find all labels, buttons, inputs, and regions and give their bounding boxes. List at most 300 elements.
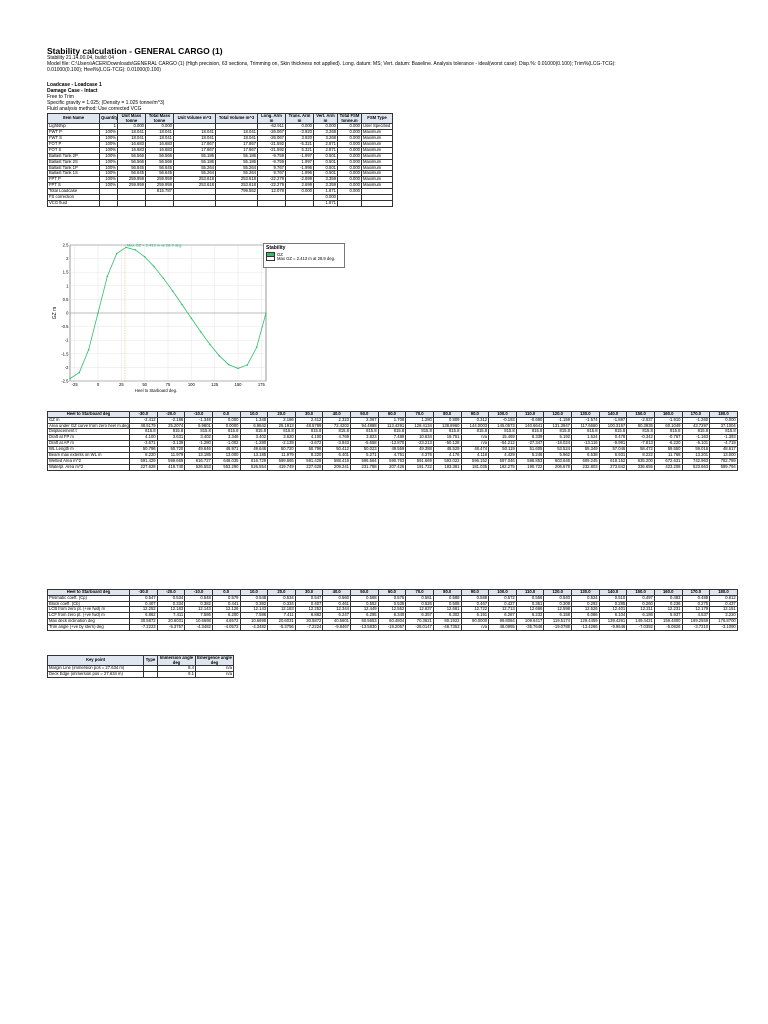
table-cell: 57.046	[599, 447, 627, 453]
table-cell: 182.275	[489, 464, 517, 470]
table-cell: 815.8	[682, 429, 710, 435]
gz-point	[247, 364, 249, 366]
heel-col-header: 130.0	[572, 412, 600, 418]
table-cell: 207.426	[378, 464, 406, 470]
table-cell: 48.529	[433, 447, 461, 453]
loadcase-cell: FS correction	[48, 195, 100, 201]
table-cell: 593.022	[433, 458, 461, 464]
keypoint-col-header: Emergence angle deg	[197, 655, 232, 665]
y-tick-label: 0.5	[62, 296, 69, 302]
table-cell: 742.963	[682, 458, 710, 464]
loadcase-cell: Maximum	[362, 141, 393, 147]
table-cell: 616.727	[185, 458, 213, 464]
table-cell: 4.100	[295, 435, 323, 441]
table-cell: 20.6031	[157, 619, 185, 625]
damage-case: Damage Case - Intact	[47, 88, 98, 94]
table-cell: -0.342	[627, 435, 655, 441]
table-cell: 12.552	[378, 607, 406, 613]
loadcase-cell: Maximum	[362, 130, 393, 136]
table-cell: -5.658	[351, 441, 379, 447]
gz-point	[209, 344, 211, 346]
table-cell: 0.612	[710, 595, 738, 601]
loadcase-cell	[100, 200, 118, 206]
table-cell: 176.8700	[710, 619, 738, 625]
keypoint-cell: 9.1	[158, 672, 196, 678]
table-cell: 3.402	[185, 435, 213, 441]
loadcase-cell: 0.000	[146, 124, 174, 130]
table-cell: 3.220	[710, 613, 738, 619]
heel-col-header: 20.0	[268, 590, 296, 596]
table-cell: 113.4291	[378, 423, 406, 429]
heel-col-header: -30.0	[130, 412, 158, 418]
table-cell: 0.560	[323, 595, 351, 601]
table-cell: 0.497	[627, 595, 655, 601]
loadcase-cell: 16.683	[118, 147, 146, 153]
loadcase-cell: 100%	[100, 141, 118, 147]
table-cell: 0.548	[240, 595, 268, 601]
loadcase-cell: 0.000	[286, 189, 314, 195]
table-cell: 603.646	[544, 458, 572, 464]
loadcase-col-header: Long. Arm m	[258, 114, 286, 124]
table-cell: 0.534	[157, 595, 185, 601]
table-cell: 419.740	[157, 464, 185, 470]
table-cell: 599.669	[157, 458, 185, 464]
gz-point	[153, 266, 155, 268]
table-cell: 46.971	[212, 447, 240, 453]
table-cell: 0.572	[489, 595, 517, 601]
heel-col-header: 170.0	[682, 412, 710, 418]
table-cell: 11.979	[268, 453, 296, 459]
loadcase-cell: FPT P	[48, 177, 100, 183]
gz-chart	[52, 240, 272, 405]
table-cell: -1.348	[185, 417, 213, 423]
table-cell: -1.280	[240, 441, 268, 447]
loadcase-cell: 55.186	[216, 159, 258, 165]
loadcase-cell: 18.041	[146, 130, 174, 136]
table-cell: 0.334	[268, 601, 296, 607]
table-cell: 119.5174	[544, 619, 572, 625]
heel-col-header: 10.0	[240, 412, 268, 418]
table-cell: -6.220	[654, 441, 682, 447]
loadcase-cell: 2.871	[314, 147, 338, 153]
table-cell: 591.429	[130, 458, 158, 464]
loadcase-cell: 0.501	[314, 153, 338, 159]
loadcase-col-header: Trans. Arm m	[286, 114, 314, 124]
table-cell: 50.119	[489, 447, 517, 453]
loadcase-cell: 18.041	[174, 136, 216, 142]
x-tick-label: 175	[257, 382, 265, 387]
loadcase-cell: -22.279	[258, 183, 286, 189]
table-cell: 80.3935	[627, 423, 655, 429]
heel-col-header: 170.0	[682, 590, 710, 596]
loadcase-cell: 3.920	[286, 136, 314, 142]
gz-point	[163, 277, 165, 279]
table-cell: 815.8	[185, 429, 213, 435]
table-cell: 4.6572	[212, 619, 240, 625]
table-cell: 12.151	[710, 607, 738, 613]
table-cell: 6.862	[295, 613, 323, 619]
loadcase-cell: 0.000	[338, 130, 362, 136]
table-cell: 145.0573	[489, 423, 517, 429]
loadcase-cell: -21.592	[258, 147, 286, 153]
table-cell: -3.671	[130, 441, 158, 447]
table-cell: 7.411	[268, 613, 296, 619]
table-cell: 12.231	[654, 607, 682, 613]
table-cell: 55.349	[572, 447, 600, 453]
table-cell: -5.3756	[268, 625, 296, 631]
table-cell: -9.9646	[599, 625, 627, 631]
table-cell: 12.713	[489, 607, 517, 613]
gz-point	[116, 253, 118, 255]
loadcase-cell: 55.264	[216, 171, 258, 177]
table-cell: 12.126	[212, 607, 240, 613]
table-cell: 6.158	[544, 613, 572, 619]
table-cell: 815.8	[240, 429, 268, 435]
table-cell: 0.000	[212, 417, 240, 423]
gz-point	[97, 312, 99, 314]
table-cell: 59.550	[654, 447, 682, 453]
legend-title: Stability	[266, 245, 286, 251]
loadcase-cell: Maximum	[362, 147, 393, 153]
table-cell: 48.617	[710, 447, 738, 453]
table-cell: 10.634	[406, 435, 434, 441]
table-cell: 12.179	[682, 607, 710, 613]
table-cell: 7.586	[240, 613, 268, 619]
loadcase-col-header: Total Mass tonne	[146, 114, 174, 124]
table-cell: 190.722	[516, 464, 544, 470]
gz-point	[200, 331, 202, 333]
y-tick-label: 1	[66, 283, 69, 289]
y-tick-label: -1	[64, 337, 69, 343]
table-cell: -1.910	[654, 417, 682, 423]
table-cell: 0.292	[572, 601, 600, 607]
table-cell: 0.809	[433, 417, 461, 423]
loadcase-cell: Maximum	[362, 177, 393, 183]
table-cell: 117.6660	[572, 423, 600, 429]
table-cell: 6.186	[627, 613, 655, 619]
chart-legend	[263, 243, 345, 268]
table-cell: 13.000	[212, 453, 240, 459]
table-cell: 0.547	[130, 595, 158, 601]
legend-swatch-max	[266, 256, 275, 261]
table-cell: 12.526	[572, 607, 600, 613]
table-cell: -50.128	[433, 441, 461, 447]
table-cell: -13.870	[378, 441, 406, 447]
table-cell: 6.295	[351, 613, 379, 619]
table-cell: 227.628	[130, 464, 158, 470]
table-cell: 8.220	[295, 453, 323, 459]
loadcase-cell	[286, 200, 314, 206]
table-cell: -9.8467	[323, 625, 351, 631]
table-cell: 6.357	[406, 613, 434, 619]
loadcase-cell: 18.041	[216, 130, 258, 136]
table-cell: 596.564	[351, 458, 379, 464]
row-label: WL Length m	[48, 447, 130, 453]
loadcase-cell: Ballast Tank 2P	[48, 153, 100, 159]
table-cell: 232.803	[572, 464, 600, 470]
table-cell: 815.8	[406, 429, 434, 435]
heel-col-header: 10.0	[240, 590, 268, 596]
loadcase-cell: 56.566	[118, 159, 146, 165]
loadcase-cell: 100%	[100, 130, 118, 136]
table-cell: 6.9801	[185, 423, 213, 429]
table-cell: 6.538	[572, 453, 600, 459]
table-cell: -1.163	[682, 435, 710, 441]
loadcase-cell: 259.959	[146, 183, 174, 189]
table-cell: 50.796	[130, 447, 158, 453]
x-tick-label: -25	[71, 382, 78, 387]
loadcase-cell: 55.186	[216, 153, 258, 159]
table-cell: 13.185	[185, 453, 213, 459]
table-cell: -13.4266	[572, 625, 600, 631]
table-cell: 231.788	[351, 464, 379, 470]
table-cell: -1.393	[710, 435, 738, 441]
loadcase-cell: Maximum	[362, 153, 393, 159]
max-gz-annotation: Max GZ = 2.413 m at 28.9 deg.	[126, 242, 183, 248]
keypoint-cell: n/a	[196, 672, 234, 678]
specific-gravity: Specific gravity = 1.025; (Density = 1.025 tonne/m^3)	[47, 100, 165, 106]
heel-col-header: 140.0	[599, 412, 627, 418]
loadcase-cell: 16.683	[146, 141, 174, 147]
loadcase-cell: 0.000	[338, 189, 362, 195]
heel-col-header: 90.0	[461, 412, 489, 418]
table-cell: -27.347	[516, 441, 544, 447]
gz-point	[144, 256, 146, 258]
loadcase-cell: 259.959	[118, 177, 146, 183]
table-cell: 0.588	[433, 595, 461, 601]
gz-point	[256, 346, 258, 348]
table-cell: 815.8	[378, 429, 406, 435]
table-cell: 183.381	[433, 464, 461, 470]
table-cell: -2.037	[627, 417, 655, 423]
loadcase-cell: Maximum	[362, 183, 393, 189]
table-cell: 6.931	[599, 453, 627, 459]
table-cell: 19.751	[433, 435, 461, 441]
table-cell: 0.483	[654, 595, 682, 601]
heel-col-header: 100.0	[489, 412, 517, 418]
table-cell: 48.474	[461, 447, 489, 453]
table-cell: 2.323	[323, 417, 351, 423]
loadcase-cell: FPT S	[48, 183, 100, 189]
table-cell: 109.6417	[516, 619, 544, 625]
table-cell: -7.0392	[627, 625, 655, 631]
table-cell: -13.5830	[351, 625, 379, 631]
loadcase-cell: 18.041	[174, 130, 216, 136]
loadcase-col-header: Quantity	[100, 114, 118, 124]
keypoint-cell: Deck Edge (immersion pos = 27.634 m)	[48, 672, 144, 678]
table-cell: 815.8	[516, 429, 544, 435]
table-cell: 13.000	[710, 453, 738, 459]
loadcase-cell: Ballast Tank 1S	[48, 171, 100, 177]
table-cell: -28.0147	[406, 625, 434, 631]
loadcase-cell: 100%	[100, 165, 118, 171]
table-cell: 20.6031	[268, 619, 296, 625]
loadcase-cell: Total Loadcase	[48, 189, 100, 195]
table-cell: 37.1004	[710, 423, 738, 429]
heel-col-header: 20.0	[268, 412, 296, 418]
table-cell: -23.213	[406, 441, 434, 447]
table-cell: 590.763	[378, 458, 406, 464]
table-cell: 0.441	[212, 601, 240, 607]
table-cell: 6.232	[516, 613, 544, 619]
table-cell: 58.472	[627, 447, 655, 453]
table-cell: 5.192	[544, 435, 572, 441]
table-cell: 0.568	[351, 595, 379, 601]
loadcase-cell: 18.041	[118, 136, 146, 142]
table-cell: -35.7646	[516, 625, 544, 631]
table-cell: 815.8	[157, 429, 185, 435]
gz-point	[135, 249, 137, 251]
table-cell: 0.461	[323, 601, 351, 607]
gz-chart-svg	[52, 240, 272, 400]
table-cell: 0.489	[682, 595, 710, 601]
heel-col-header: 130.0	[572, 590, 600, 596]
table-cell: n/a	[461, 435, 489, 441]
loadcase-cell: 17.867	[174, 141, 216, 147]
heel-col-header: -20.0	[157, 590, 185, 596]
table-cell: -9.991	[599, 441, 627, 447]
heel-col-header: -10.0	[185, 412, 213, 418]
loadcase-cell: 17.867	[216, 147, 258, 153]
table-cell: 815.8	[212, 429, 240, 435]
table-cell: 0.535	[378, 601, 406, 607]
table-cell: 7.586	[185, 613, 213, 619]
table-cell: 8.220	[130, 453, 158, 459]
table-cell: 149.4421	[627, 619, 655, 625]
loadcase-cell: 55.186	[174, 153, 216, 159]
table-cell: 1.524	[572, 435, 600, 441]
loadcase-cell: FWT P	[48, 130, 100, 136]
table-cell: 80.1922	[433, 619, 461, 625]
loadcase-cell: -2.699	[286, 177, 314, 183]
table-cell: 49.646	[185, 447, 213, 453]
heel-col-header: 100.0	[489, 590, 517, 596]
table-cell: 0.407	[130, 601, 158, 607]
table-cell: 209.241	[323, 464, 351, 470]
loadcase-cell: 9.767	[258, 165, 286, 171]
table-cell: 40.5601	[323, 619, 351, 625]
y-tick-label: -0.5	[61, 324, 69, 330]
heel-col-header: 120.0	[544, 590, 572, 596]
loadcase-cell: -62.911	[258, 124, 286, 130]
loadcase-cell: 18.041	[118, 130, 146, 136]
row-label-header: Heel to Starboard deg	[48, 590, 130, 596]
table-cell: 12.344	[323, 607, 351, 613]
heel-col-header: -20.0	[157, 412, 185, 418]
loadcase-cell: 3.359	[314, 183, 338, 189]
table-cell: 597.046	[489, 458, 517, 464]
table-cell: 0.579	[212, 595, 240, 601]
loadcase-cell: FWT S	[48, 136, 100, 142]
table-cell: 0.427	[489, 601, 517, 607]
table-cell: 588.419	[323, 458, 351, 464]
table-cell: 599.665	[268, 458, 296, 464]
loadcase-col-header: Vert. Arm m	[314, 114, 338, 124]
loadcase-cell: -1.997	[286, 153, 314, 159]
table-cell: 12.401	[599, 607, 627, 613]
table-cell: 3.346	[212, 435, 240, 441]
table-cell: 8.339	[516, 435, 544, 441]
keypoint-col-header: Key point	[48, 656, 144, 666]
legend-label-gz: GZ	[277, 251, 283, 257]
table-cell: 6.302	[433, 613, 461, 619]
table-cell: 13.185	[240, 453, 268, 459]
loadcase-cell: -9.759	[258, 153, 286, 159]
table-cell: 11.979	[157, 453, 185, 459]
loadcase-cell: 5.321	[286, 147, 314, 153]
heel-col-header: 40.0	[323, 412, 351, 418]
loadcase-col-header: Total Volume m^3	[216, 114, 258, 124]
loadcase-cell: Maximum	[362, 171, 393, 177]
loadcase-col-header: Unit Volume m^3	[174, 114, 216, 124]
loadcase-cell: Maximum	[362, 136, 393, 142]
loadcase-cell: Ballast Tank 1P	[48, 165, 100, 171]
table-cell: 0.000	[710, 417, 738, 423]
table-cell: 815.8	[489, 429, 517, 435]
table-cell: 49.559	[378, 447, 406, 453]
table-cell: 6.191	[461, 613, 489, 619]
table-cell: 526.553	[185, 464, 213, 470]
table-cell: -3.672	[295, 441, 323, 447]
table-row	[48, 464, 738, 470]
x-tick-label: 150	[234, 382, 242, 387]
loadcase-cell: VCG fluid	[48, 200, 100, 206]
loadcase-cell: 56.566	[146, 159, 174, 165]
keypoint-col-header: Immersion angle deg	[158, 656, 196, 666]
heel-col-header: 80.0	[433, 412, 461, 418]
loadcase-cell: 253.618	[216, 183, 258, 189]
loadcase-cell: FOT S	[48, 147, 100, 153]
heel-col-header: 90.0	[461, 590, 489, 596]
loadcase-cell: 3.268	[314, 136, 338, 142]
table-cell: 0.309	[544, 601, 572, 607]
table-cell: 53.524	[544, 447, 572, 453]
hydrostatics-table	[47, 589, 738, 631]
heel-col-header: 160.0	[654, 590, 682, 596]
loadcase-cell: -5.321	[286, 141, 314, 147]
table-cell: 140.6641	[516, 423, 544, 429]
table-cell: 0.552	[351, 601, 379, 607]
table-cell: -1.159	[544, 417, 572, 423]
table-cell: 48.5179	[130, 423, 158, 429]
heel-col-header: 140.0	[599, 590, 627, 596]
heel-col-header: 50.0	[351, 412, 379, 418]
table-cell: 782.789	[710, 458, 738, 464]
table-cell: 6.9842	[240, 423, 268, 429]
table-cell: 70.3621	[406, 619, 434, 625]
gz-point	[237, 368, 239, 370]
table-cell: 3.620	[268, 435, 296, 441]
table-cell: 815.8	[572, 429, 600, 435]
table-cell: 0.437	[710, 601, 738, 607]
table-cell: 43.7297	[682, 423, 710, 429]
loadcase-cell: 0.501	[314, 159, 338, 165]
loadcase-cell	[146, 200, 174, 206]
keypoint-cell: 8.4	[158, 666, 196, 672]
heel-col-header: 80.0	[433, 590, 461, 596]
table-cell: 648.035	[212, 458, 240, 464]
table-cell: 50.023	[351, 447, 379, 453]
table-cell: 49.646	[240, 447, 268, 453]
heel-col-header: 110.0	[516, 412, 544, 418]
table-cell: 815.8	[544, 429, 572, 435]
table-cell: 336.655	[627, 464, 655, 470]
table-cell: 50.412	[323, 447, 351, 453]
table-cell: 1.348	[240, 417, 268, 423]
table-cell: 4.769	[323, 435, 351, 441]
table-cell: 99.8084	[489, 619, 517, 625]
table-cell: 169.2559	[682, 619, 710, 625]
